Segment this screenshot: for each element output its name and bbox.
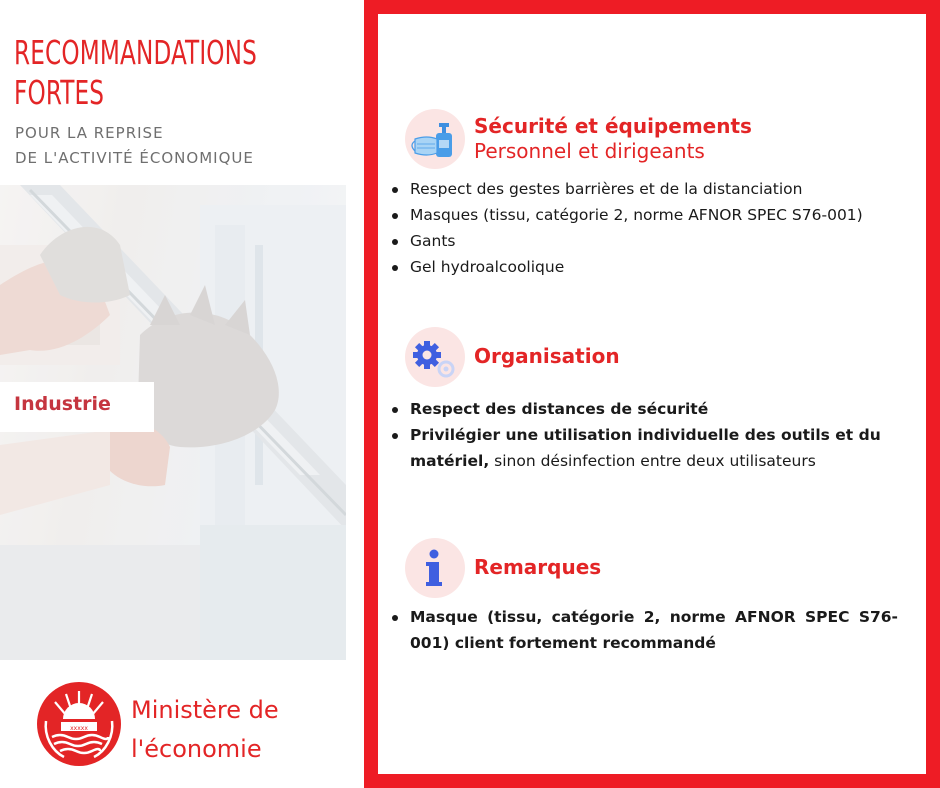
section-title-organisation: Organisation xyxy=(474,344,620,368)
list-item: Gants xyxy=(386,228,916,254)
recommendations-panel xyxy=(378,14,926,774)
remarks-list xyxy=(386,604,898,656)
sector-label: Industrie xyxy=(0,382,154,432)
list-item: Gel hydroalcoolique xyxy=(386,254,916,280)
subtitle-line-1: POUR LA REPRISE xyxy=(15,124,164,142)
section-title-security: Sécurité et équipements xyxy=(474,114,752,138)
section-subtitle-security: Personnel et dirigeants xyxy=(474,139,705,163)
mask-and-sanitizer-icon xyxy=(405,109,465,169)
subtitle-line-2: DE L'ACTIVITÉ ÉCONOMIQUE xyxy=(15,149,254,167)
ministry-line-2: l'économie xyxy=(131,735,262,763)
list-item: Respect des distances de sécurité xyxy=(386,396,916,422)
svg-text:xxxxx: xxxxx xyxy=(70,725,88,732)
section-title-remarks: Remarques xyxy=(474,555,602,579)
main-title xyxy=(14,33,342,113)
list-item xyxy=(386,422,916,474)
security-list xyxy=(386,176,916,280)
ministry-line-1: Ministère de xyxy=(131,696,279,724)
organisation-list xyxy=(386,396,916,474)
list-item-bold-text: Privilégier une utilisation individuelle des outils et du matériel, xyxy=(410,426,881,470)
title-line-2: FORTES xyxy=(14,73,105,112)
polynesia-emblem-icon xyxy=(36,681,122,767)
gears-icon xyxy=(405,327,465,387)
list-item: Respect des gestes barrières et de la distanciation xyxy=(386,176,916,202)
recommendations-frame xyxy=(364,0,940,788)
left-column xyxy=(0,0,364,788)
title-line-1: RECOMMANDATIONS xyxy=(14,33,258,72)
info-icon xyxy=(405,538,465,598)
list-item: Masque (tissu, catégorie 2, norme AFNOR SPEC S76-001) client fortement recommandé xyxy=(386,604,898,656)
ministry-name xyxy=(131,691,341,769)
subtitle xyxy=(15,121,345,171)
list-item: Masques (tissu, catégorie 2, norme AFNOR SPEC S76-001) xyxy=(386,202,916,228)
ministry-logo xyxy=(36,681,122,767)
list-item-text: sinon désinfection entre deux utilisateurs xyxy=(489,452,816,470)
